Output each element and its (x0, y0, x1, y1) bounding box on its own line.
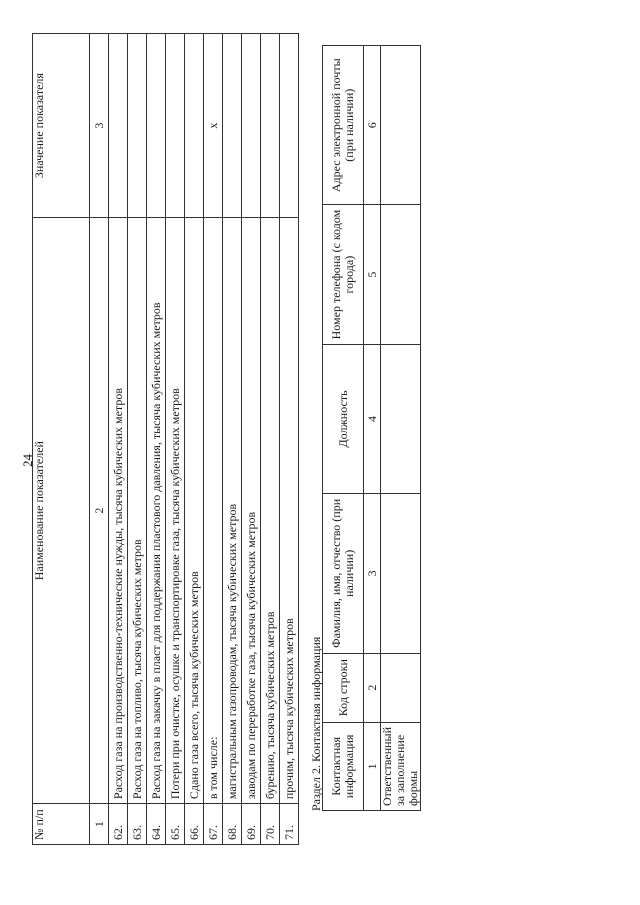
row-value (280, 34, 299, 218)
index-cell: 3 (364, 494, 381, 653)
index-cell: 2 (364, 653, 381, 722)
row-num: 65. (166, 804, 185, 845)
contact-role-cell: Ответственный за заполнение формы (381, 722, 421, 810)
row-name: магистральным газопроводам, тысяча кубических метров (223, 218, 242, 804)
row-num: 70. (261, 804, 280, 845)
header-contact-info: Контактная информация (323, 722, 364, 810)
row-num: 64. (147, 804, 166, 845)
index-cell: 3 (90, 34, 109, 218)
full-name-cell (381, 494, 421, 653)
row-name: Сдано газа всего, тысяча кубических метров (185, 218, 204, 804)
row-name: бурению, тысяча кубических метров (261, 218, 280, 804)
row-num: 67. (204, 804, 223, 845)
email-cell (381, 46, 421, 205)
header-email: Адрес электронной почты (при наличии) (323, 46, 364, 205)
index-cell: 1 (90, 804, 109, 845)
index-cell: 1 (364, 722, 381, 810)
table-index-row (90, 34, 109, 845)
row-code-cell (381, 653, 421, 722)
row-name: Потери при очистке, осушке и транспортировке газа, тысяча кубических метров (166, 218, 185, 804)
table-row (242, 34, 261, 845)
table-row (261, 34, 280, 845)
row-name: Расход газа на производственно-технические нужды, тысяча кубических метров (109, 218, 128, 804)
index-cell: 6 (364, 46, 381, 205)
row-value: x (204, 34, 223, 218)
header-phone: Номер телефона (с кодом города) (323, 205, 364, 344)
row-value (223, 34, 242, 218)
row-value (242, 34, 261, 218)
row-name: прочим, тысяча кубических метров (280, 218, 299, 804)
row-name: Расход газа на закачку в пласт для поддержания пластового давления, тысяча кубических метров (147, 218, 166, 804)
table-header-row (323, 46, 364, 811)
row-value (109, 34, 128, 218)
row-value (128, 34, 147, 218)
table-row (166, 34, 185, 845)
index-cell: 5 (364, 205, 381, 344)
index-cell: 2 (90, 218, 109, 804)
row-name: заводам по переработке газа, тысяча кубических метров (242, 218, 261, 804)
row-value (185, 34, 204, 218)
contact-info-table (322, 45, 421, 811)
table-row (381, 46, 421, 811)
row-num: 63. (128, 804, 147, 845)
table-row (109, 34, 128, 845)
table-header-row (33, 34, 90, 845)
row-num: 62. (109, 804, 128, 845)
row-num: 69. (242, 804, 261, 845)
table-row (185, 34, 204, 845)
table-row (223, 34, 242, 845)
row-num: 71. (280, 804, 299, 845)
header-row-code: Код строки (323, 653, 364, 722)
table-row (204, 34, 223, 845)
header-position: Должность (323, 344, 364, 493)
table-index-row (364, 46, 381, 811)
row-num: 66. (185, 804, 204, 845)
table-row (128, 34, 147, 845)
phone-cell (381, 205, 421, 344)
table-row (280, 34, 299, 845)
position-cell (381, 344, 421, 493)
header-num: № п/п (33, 804, 90, 845)
page-number: 24 (20, 454, 35, 467)
row-name: в том числе: (204, 218, 223, 804)
header-name: Наименование показателей (33, 218, 90, 804)
row-num: 68. (223, 804, 242, 845)
row-value (147, 34, 166, 218)
index-cell: 4 (364, 344, 381, 493)
section-2-caption: Раздел 2. Контактная информация (309, 636, 323, 811)
row-value (166, 34, 185, 218)
header-full-name: Фамилия, имя, отчество (при наличии) (323, 494, 364, 653)
indicators-table (32, 33, 299, 845)
header-value: Значение показателя (33, 34, 90, 218)
row-value (261, 34, 280, 218)
table-row (147, 34, 166, 845)
row-name: Расход газа на топливо, тысяча кубических метров (128, 218, 147, 804)
